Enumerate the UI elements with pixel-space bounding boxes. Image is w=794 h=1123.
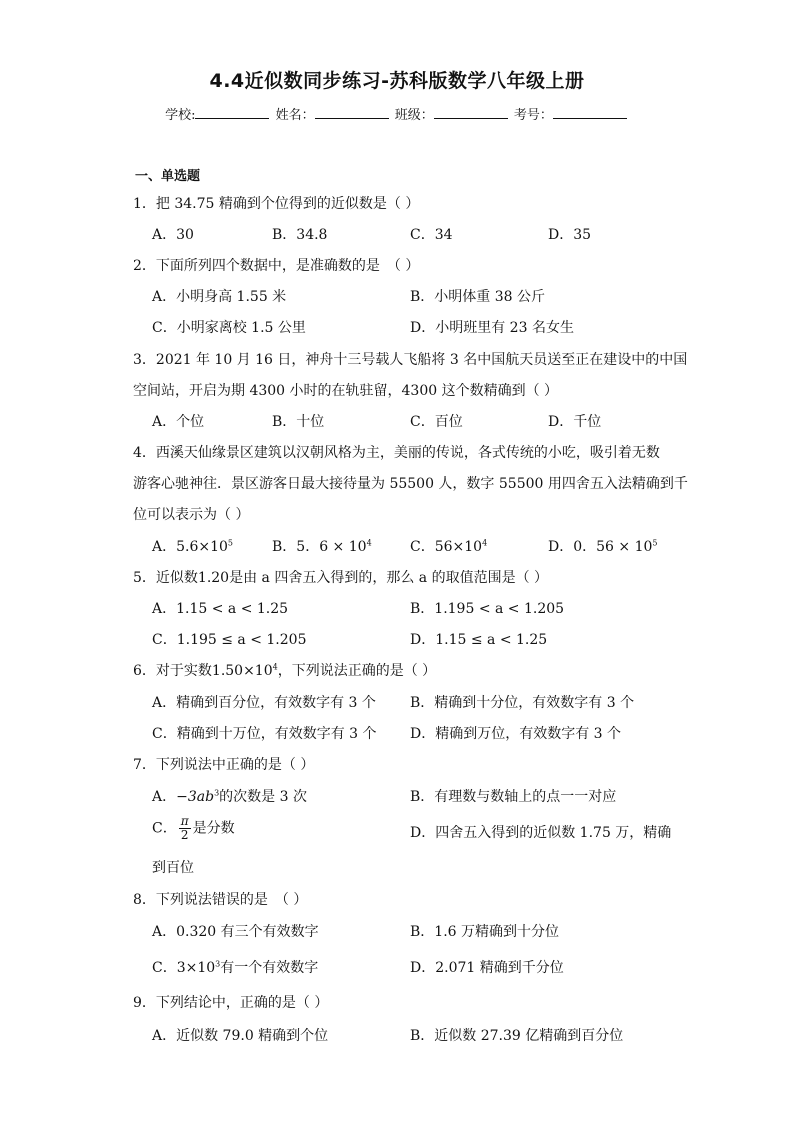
question-2-option-b: B．小明体重 38 公斤 bbox=[410, 289, 546, 305]
question-9-stem: 9．下列结论中，正确的是（ ） bbox=[133, 995, 329, 1011]
question-4-stem-line-1: 4．西溪天仙缘景区建筑以汉朝风格为主，美丽的传说，各式传统的小吃，吸引着无数 bbox=[133, 445, 660, 461]
question-7-option-a-exponent: 3 bbox=[214, 788, 220, 798]
question-4-option-b-text: B．5．6 × 10 bbox=[272, 539, 367, 555]
question-7-option-d-continued: 到百位 bbox=[152, 860, 194, 876]
question-8-option-a: A．0.320 有三个有效数字 bbox=[152, 924, 319, 940]
question-9-option-a: A．近似数 79.0 精确到个位 bbox=[152, 1028, 329, 1044]
question-8-stem: 8．下列说法错误的是 （ ） bbox=[133, 892, 308, 908]
question-8-option-d: D．2.071 精确到千分位 bbox=[410, 960, 564, 976]
question-7-option-c bbox=[152, 815, 235, 842]
page-title: 4.4近似数同步练习-苏科版数学八年级上册 bbox=[209, 70, 585, 92]
question-4-option-a bbox=[152, 536, 233, 556]
question-8-option-c-prefix: C．3×10 bbox=[152, 960, 216, 976]
name-label: 姓名： bbox=[275, 108, 315, 123]
question-9-option-b: B．近似数 27.39 亿精确到百分位 bbox=[410, 1028, 624, 1044]
question-7-stem: 7．下列说法中正确的是（ ） bbox=[133, 757, 315, 773]
question-1-option-b: B．34.8 bbox=[272, 227, 328, 243]
exam-no-blank[interactable] bbox=[553, 106, 627, 119]
question-2-stem: 2．下面所列四个数据中，是准确数的是 （ ） bbox=[133, 258, 420, 274]
question-3-option-c: C．百位 bbox=[410, 414, 463, 430]
question-7-option-c-label: C． bbox=[152, 820, 177, 837]
question-8-option-c-suffix: 有一个有效数字 bbox=[220, 960, 319, 976]
question-4-stem-line-3: 位可以表示为（ ） bbox=[133, 507, 250, 523]
question-6-stem bbox=[133, 660, 436, 680]
question-5-option-b: B．1.195 < a < 1.205 bbox=[410, 601, 565, 617]
question-4-option-d-exponent: 5 bbox=[652, 538, 658, 548]
question-8-option-c bbox=[152, 957, 318, 977]
question-2-option-c: C．小明家离校 1.5 公里 bbox=[152, 320, 306, 336]
question-6-stem-exponent: 4 bbox=[272, 662, 278, 672]
question-7-option-a-label: A． bbox=[152, 789, 177, 805]
question-7-option-d: D．四舍五入得到的近似数 1.75 万，精确 bbox=[410, 825, 672, 841]
question-1-option-a: A．30 bbox=[152, 227, 194, 243]
question-6-option-a: A．精确到百分位，有效数字有 3 个 bbox=[152, 695, 376, 711]
question-4-option-a-text: A．5.6×10 bbox=[152, 539, 228, 555]
question-5-option-a: A．1.15 < a < 1.25 bbox=[152, 601, 289, 617]
question-1-stem: 1．把 34.75 精确到个位得到的近似数是（ ） bbox=[133, 196, 420, 212]
question-3-option-b: B．十位 bbox=[272, 414, 325, 430]
question-5-option-d: D．1.15 ≤ a < 1.25 bbox=[410, 632, 548, 648]
question-3-stem-line-1: 3．2021 年 10 月 16 日，神舟十三号载人飞船将 3 名中国航天员送至正在建设中的中国 bbox=[133, 352, 688, 368]
question-7-option-c-suffix: 是分数 bbox=[192, 820, 235, 837]
question-3-option-d: D．千位 bbox=[548, 414, 602, 430]
fraction-denominator: 2 bbox=[180, 828, 189, 842]
question-4-option-d bbox=[548, 536, 658, 556]
pi-over-2-fraction bbox=[179, 815, 191, 842]
question-4-option-c-text: C．56×10 bbox=[410, 539, 483, 555]
question-6-option-d: D．精确到万位，有效数字有 3 个 bbox=[410, 726, 622, 742]
question-7-option-a-expr: −3ab bbox=[176, 789, 215, 805]
section-heading: 一、单选题 bbox=[135, 169, 201, 184]
exam-no-label: 考号： bbox=[513, 108, 553, 123]
question-8-option-b: B．1.6 万精确到十分位 bbox=[410, 924, 560, 940]
question-4-option-b-exponent: 4 bbox=[366, 538, 372, 548]
name-blank[interactable] bbox=[315, 106, 389, 119]
question-6-stem-suffix: ，下列说法正确的是（ ） bbox=[277, 663, 437, 679]
question-4-option-d-text: D．0．56 × 10 bbox=[548, 539, 653, 555]
question-4-option-c bbox=[410, 536, 487, 556]
question-3-stem-line-2: 空间站，开启为期 4300 小时的在轨驻留，4300 这个数精确到（ ） bbox=[133, 383, 559, 399]
question-6-stem-prefix: 6．对于实数1.50×10 bbox=[133, 663, 273, 679]
school-label: 学校: bbox=[165, 108, 196, 123]
question-6-option-c: C．精确到十万位，有效数字有 3 个 bbox=[152, 726, 377, 742]
student-info-line bbox=[0, 104, 794, 123]
question-1-option-d: D．35 bbox=[548, 227, 592, 243]
question-2-option-d: D．小明班里有 23 名女生 bbox=[410, 320, 574, 336]
question-4-stem-line-2: 游客心驰神往．景区游客日最大接待量为 55500 人，数字 55500 用四舍五入法精确到千 bbox=[133, 476, 688, 492]
school-blank[interactable] bbox=[195, 106, 269, 119]
question-5-stem: 5．近似数1.20是由 a 四舍五入得到的，那么 a 的取值范围是（ ） bbox=[133, 570, 549, 586]
question-3-option-a: A．个位 bbox=[152, 414, 205, 430]
question-4-option-b bbox=[272, 536, 372, 556]
question-7-option-a bbox=[152, 786, 307, 806]
question-4-option-a-exponent: 5 bbox=[227, 538, 234, 548]
question-7-option-a-suffix: 的次数是 3 次 bbox=[219, 789, 307, 805]
question-2-option-a: A．小明身高 1.55 米 bbox=[152, 289, 287, 305]
question-6-option-b: B．精确到十分位，有效数字有 3 个 bbox=[410, 695, 635, 711]
question-7-option-b: B．有理数与数轴上的点一一对应 bbox=[410, 789, 617, 805]
question-1-option-c: C．34 bbox=[410, 227, 453, 243]
question-4-option-c-exponent: 4 bbox=[482, 538, 488, 548]
question-5-option-c: C．1.195 ≤ a < 1.205 bbox=[152, 632, 307, 648]
class-blank[interactable] bbox=[434, 106, 508, 119]
class-label: 班级： bbox=[394, 108, 434, 123]
question-8-option-c-exponent: 3 bbox=[215, 959, 221, 969]
fraction-numerator: π bbox=[180, 814, 189, 828]
